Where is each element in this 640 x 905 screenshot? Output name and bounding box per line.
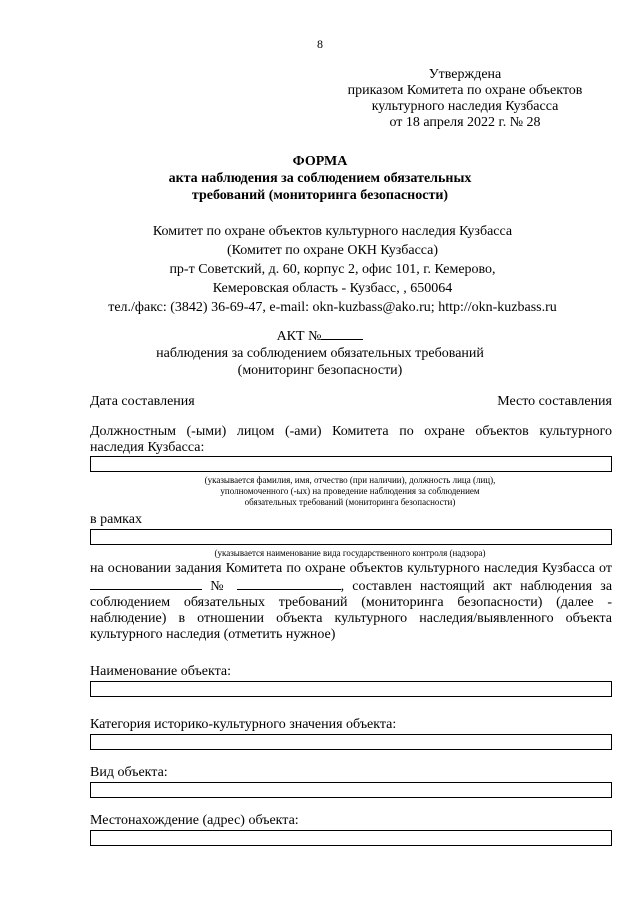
act-subtitle: (мониторинг безопасности) xyxy=(237,363,403,378)
act-number-blank[interactable] xyxy=(321,326,363,340)
location-label: Местонахождение (адрес) объекта: xyxy=(90,813,299,828)
date-label: Дата составления xyxy=(90,394,195,409)
hint-line: (указывается фамилия, имя, отчество (при наличии), должность лица (лиц), xyxy=(204,475,496,485)
org-short-name: (Комитет по охране ОКН Кузбасса) xyxy=(226,243,439,258)
category-field[interactable] xyxy=(90,734,612,750)
approval-block xyxy=(330,67,600,131)
scope-hint: (указывается наименование вида государственного контроля (надзора) xyxy=(214,548,486,558)
scope-field[interactable] xyxy=(90,529,612,545)
act-heading xyxy=(80,326,560,379)
basis-text: , составлен настоящий акт наблюдения за соблюдением обязательных требований (мониторинга безопасности) (далее - наблюдение) в отношении объекта культурного наследия/выявленного объекта культурного наследия (отметить нужное) xyxy=(90,579,613,642)
organization-header xyxy=(60,222,605,317)
page-number: 8 xyxy=(317,37,323,51)
category-label: Категория историко-культурного значения объекта: xyxy=(90,717,397,732)
approval-line: Утверждена xyxy=(428,67,502,82)
approval-line: культурного наследия Кузбасса xyxy=(371,99,559,114)
form-title xyxy=(80,153,560,204)
org-contacts: тел./факс: (3842) 36-69-47, e-mail: okn-kuzbass@ako.ru; http://okn-kuzbass.ru xyxy=(108,300,557,315)
scope-label: в рамках xyxy=(90,512,142,527)
object-type-label: Вид объекта: xyxy=(90,765,168,780)
hint-line: обязательных требований (мониторинга безопасности) xyxy=(244,497,456,507)
approval-line: приказом Комитета по охране объектов xyxy=(347,83,583,98)
official-field[interactable] xyxy=(90,456,612,472)
form-title-line: ФОРМА xyxy=(292,154,348,169)
basis-date-blank[interactable] xyxy=(90,577,202,590)
object-name-label: Наименование объекта: xyxy=(90,664,231,679)
object-name-field[interactable] xyxy=(90,681,612,697)
basis-number-blank[interactable] xyxy=(237,577,341,590)
form-title-line: акта наблюдения за соблюдением обязательных xyxy=(168,171,472,186)
place-label: Место составления xyxy=(497,394,612,409)
location-field[interactable] xyxy=(90,830,612,846)
basis-number-sign: № xyxy=(210,579,229,594)
org-address: Кемеровская область - Кузбасс, , 650064 xyxy=(212,281,453,296)
act-subtitle: наблюдения за соблюдением обязательных требований xyxy=(156,346,484,361)
act-title: АКТ № xyxy=(276,329,322,344)
org-address: пр-т Советский, д. 60, корпус 2, офис 101, г. Кемерово, xyxy=(169,262,496,277)
official-hint xyxy=(150,475,550,508)
basis-paragraph xyxy=(90,561,612,643)
approval-line: от 18 апреля 2022 г. № 28 xyxy=(389,115,541,130)
form-title-line: требований (мониторинга безопасности) xyxy=(191,188,449,203)
official-label: Должностным (-ыми) лицом (-ами) Комитета по охране объектов культурного наследия Кузбасса: xyxy=(90,424,612,455)
org-name: Комитет по охране объектов культурного наследия Кузбасса xyxy=(152,224,513,239)
date-place-row xyxy=(90,394,612,410)
basis-text: на основании задания Комитета по охране объектов культурного наследия Кузбасса от xyxy=(90,561,612,576)
hint-line: уполномоченного (-ых) на проведение наблюдения за соблюдением xyxy=(220,486,480,496)
object-type-field[interactable] xyxy=(90,782,612,798)
